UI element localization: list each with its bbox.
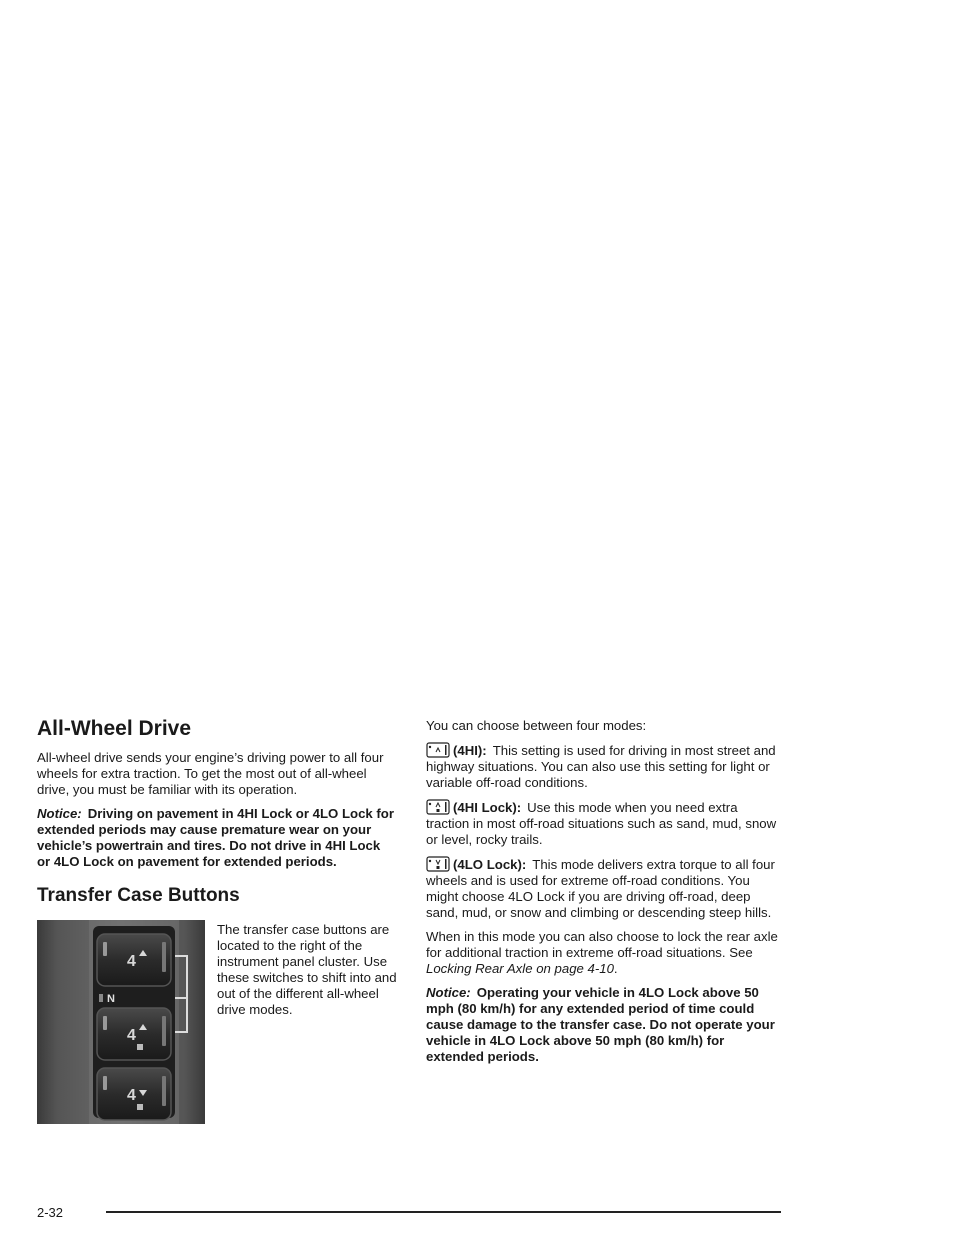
notice-label-2: Notice: bbox=[426, 985, 471, 1000]
mode-4hi-text: This setting is used for driving in most street and highway situations. You can also use this setting for light or variable off-road conditions. bbox=[426, 743, 776, 790]
page-number: 2-32 bbox=[37, 1205, 64, 1220]
mode-4hi-label: (4HI): bbox=[453, 743, 487, 758]
mode-4hi-lock-text: Use this mode when you need extra traction in most off-road situations such as sand, mud, snow or level, rocky trails. bbox=[426, 800, 777, 847]
mode-4hi-paragraph bbox=[426, 742, 782, 791]
button-4hi-lock bbox=[97, 1008, 171, 1060]
transfer-case-buttons-photo bbox=[37, 920, 205, 1124]
rear-axle-paragraph bbox=[426, 929, 782, 977]
rear-axle-text: When in this mode you can also choose to lock the rear axle for additional traction in extreme off-road situations. See bbox=[426, 929, 778, 960]
4hi-lock-mode-icon bbox=[426, 799, 450, 815]
notice-paragraph-2 bbox=[426, 985, 782, 1065]
intro-paragraph: All-wheel drive sends your engine’s driving power to all four wheels for extra traction. To get the most out of all-wheel drive, you must be familiar with its operation. bbox=[37, 750, 384, 797]
figure-row bbox=[37, 920, 397, 1130]
mode-4hi-lock-paragraph bbox=[426, 799, 782, 848]
neutral-label: N bbox=[107, 993, 115, 1005]
notice-text: Driving on pavement in 4HI Lock or 4LO Lock for extended periods may cause premature wear on your vehicle’s powertrain and tires. Do not drive in 4HI Lock or 4LO Lock on pavement for extended periods. bbox=[37, 806, 394, 869]
right-column bbox=[426, 718, 782, 1073]
mode-4lo-lock-paragraph bbox=[426, 856, 782, 921]
button-4hi bbox=[97, 934, 171, 986]
4lo-lock-mode-icon bbox=[426, 856, 450, 872]
modes-intro: You can choose between four modes: bbox=[426, 718, 647, 733]
section-title: All-Wheel Drive bbox=[37, 717, 192, 740]
subsection-title: Transfer Case Buttons bbox=[37, 885, 240, 906]
mode-4lo-lock-text: This mode delivers extra torque to all four wheels and is used for extreme off-road conditions. You might choose 4LO Lock if you are driving off-road, deep sand, mud, or snow and climbing or descending steep hills. bbox=[426, 857, 775, 920]
rear-axle-reference-link[interactable]: Locking Rear Axle on page 4-10 bbox=[426, 961, 614, 976]
notice-label: Notice: bbox=[37, 806, 82, 821]
rear-axle-end: . bbox=[613, 961, 618, 976]
footer-divider bbox=[106, 1211, 781, 1213]
notice-paragraph-1 bbox=[37, 806, 397, 870]
button-3-label: 4 bbox=[127, 1087, 136, 1104]
mode-4hi-lock-label: (4HI Lock): bbox=[453, 800, 522, 815]
notice-text-2: Operating your vehicle in 4LO Lock above 50 mph (80 km/h) for any extended period of time could cause damage to the transfer case. Do not operate your vehicle in 4LO Lock above 50 mph (80 km/h) for extended periods. bbox=[426, 985, 775, 1064]
button-1-label: 4 bbox=[127, 953, 136, 970]
4hi-mode-icon bbox=[426, 742, 450, 758]
figure-caption: The transfer case buttons are located to the right of the instrument panel cluster. Use these switches to shift into and out of the different all-wheel drive modes. bbox=[217, 922, 397, 1017]
button-4lo-lock bbox=[97, 1068, 171, 1120]
left-column bbox=[37, 716, 397, 1130]
mode-4lo-lock-label: (4LO Lock): bbox=[453, 857, 527, 872]
button-2-label: 4 bbox=[127, 1027, 136, 1044]
